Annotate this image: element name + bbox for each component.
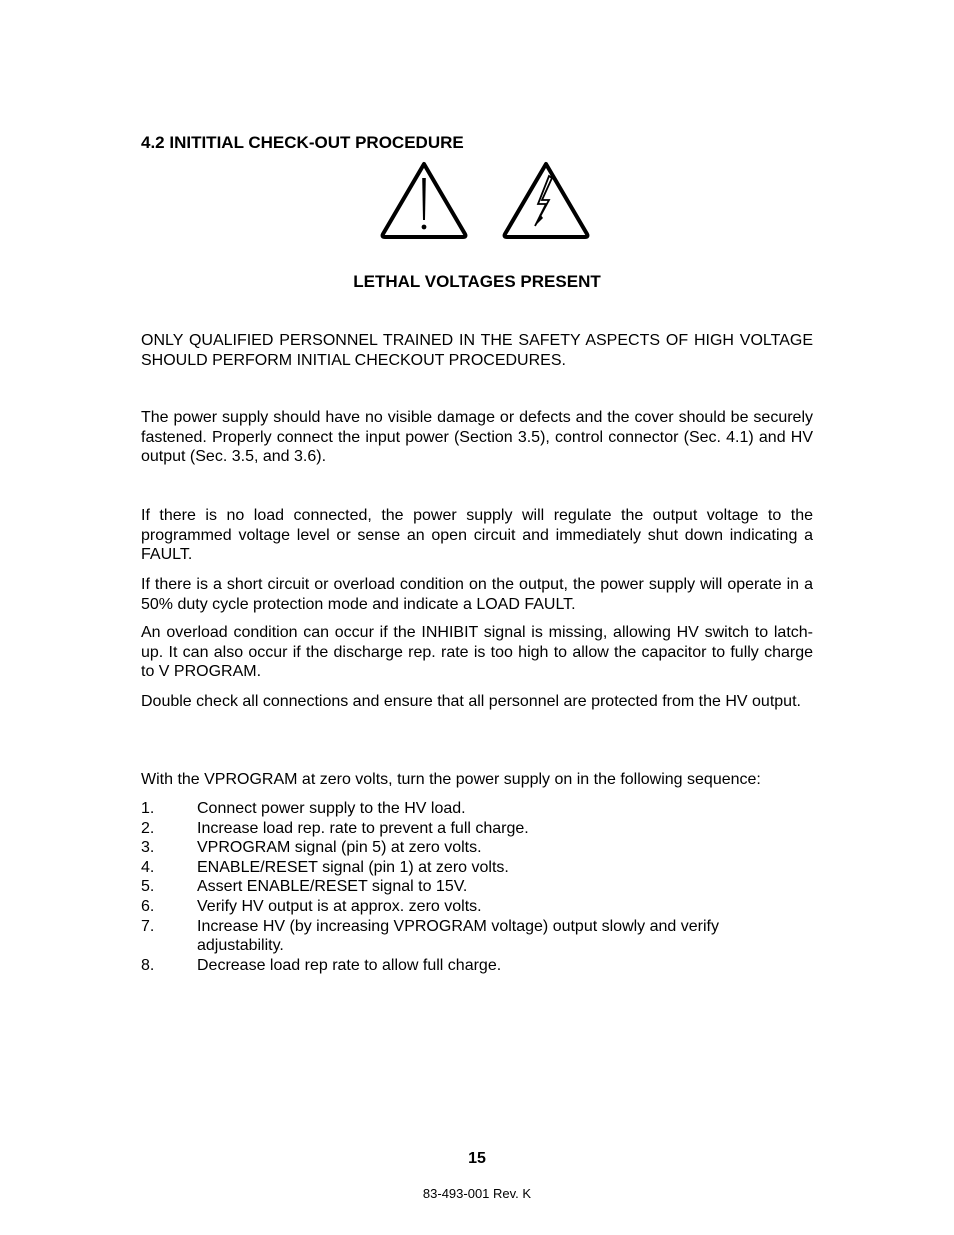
step-text: Decrease load rep rate to allow full charge. (197, 956, 502, 974)
qualified-personnel-paragraph: ONLY QUALIFIED PERSONNEL TRAINED IN THE SAFETY ASPECTS OF HIGH VOLTAGE SHOULD PERFORM INITIAL CHECKOUT PROCEDURES. (141, 332, 813, 369)
step-text: Increase HV (by increasing VPROGRAM voltage) output slowly and verify adjustability. (197, 917, 719, 955)
warning-icons (380, 160, 592, 240)
list-item (141, 956, 813, 976)
step-number: 2. (141, 819, 155, 837)
step-text: VPROGRAM signal (pin 5) at zero volts. (197, 839, 482, 857)
startup-sequence-list (141, 799, 813, 975)
exclamation-warning-icon (383, 164, 466, 237)
overload-paragraph: An overload condition can occur if the INHIBIT signal is missing, allowing HV switch to latch-up. It can also occur if the discharge rep. rate is too high to allow the capacitor to fully charge to V PROGRAM. (141, 624, 813, 681)
list-item (141, 858, 813, 878)
step-text: Increase load rep. rate to prevent a full charge. (197, 819, 529, 837)
step-text: Connect power supply to the HV load. (197, 800, 466, 817)
high-voltage-warning-icon (505, 164, 588, 237)
document-id: 83-493-001 Rev. K (422, 1186, 532, 1201)
list-item (141, 877, 813, 897)
double-check-paragraph: Double check all connections and ensure that all personnel are protected from the HV output. (141, 693, 801, 710)
inspection-paragraph: The power supply should have no visible damage or defects and the cover should be securely fastened. Properly connect the input power (Section 3.5), control connector (Sec. 4.1) and HV output (Sec. 3.5, and 3.6). (141, 409, 813, 466)
step-number: 4. (141, 858, 155, 876)
step-text: Verify HV output is at approx. zero volts. (197, 897, 482, 915)
step-number: 8. (141, 956, 155, 974)
list-item (141, 917, 813, 956)
no-load-paragraph: If there is no load connected, the power supply will regulate the output voltage to the programmed voltage level or sense an open circuit and immediately shut down indicating a FAULT. (141, 507, 813, 564)
list-item (141, 799, 813, 819)
step-number: 5. (141, 878, 155, 896)
list-item (141, 838, 813, 858)
step-number: 6. (141, 897, 155, 915)
warning-heading: LETHAL VOLTAGES PRESENT (353, 272, 601, 291)
list-item (141, 819, 813, 839)
step-number: 1. (141, 800, 155, 817)
step-number: 7. (141, 917, 155, 935)
page-number: 15 (468, 1150, 486, 1167)
short-circuit-paragraph: If there is a short circuit or overload condition on the output, the power supply will operate in a 50% duty cycle protection mode and indicate a LOAD FAULT. (141, 576, 813, 613)
step-number: 3. (141, 839, 155, 857)
step-text: ENABLE/RESET signal (pin 1) at zero volts. (197, 858, 509, 876)
step-text: Assert ENABLE/RESET signal to 15V. (197, 878, 468, 896)
section-title: 4.2 INITITIAL CHECK-OUT PROCEDURE (141, 133, 464, 152)
sequence-intro-paragraph: With the VPROGRAM at zero volts, turn the power supply on in the following sequence: (141, 771, 761, 788)
list-item (141, 897, 813, 917)
